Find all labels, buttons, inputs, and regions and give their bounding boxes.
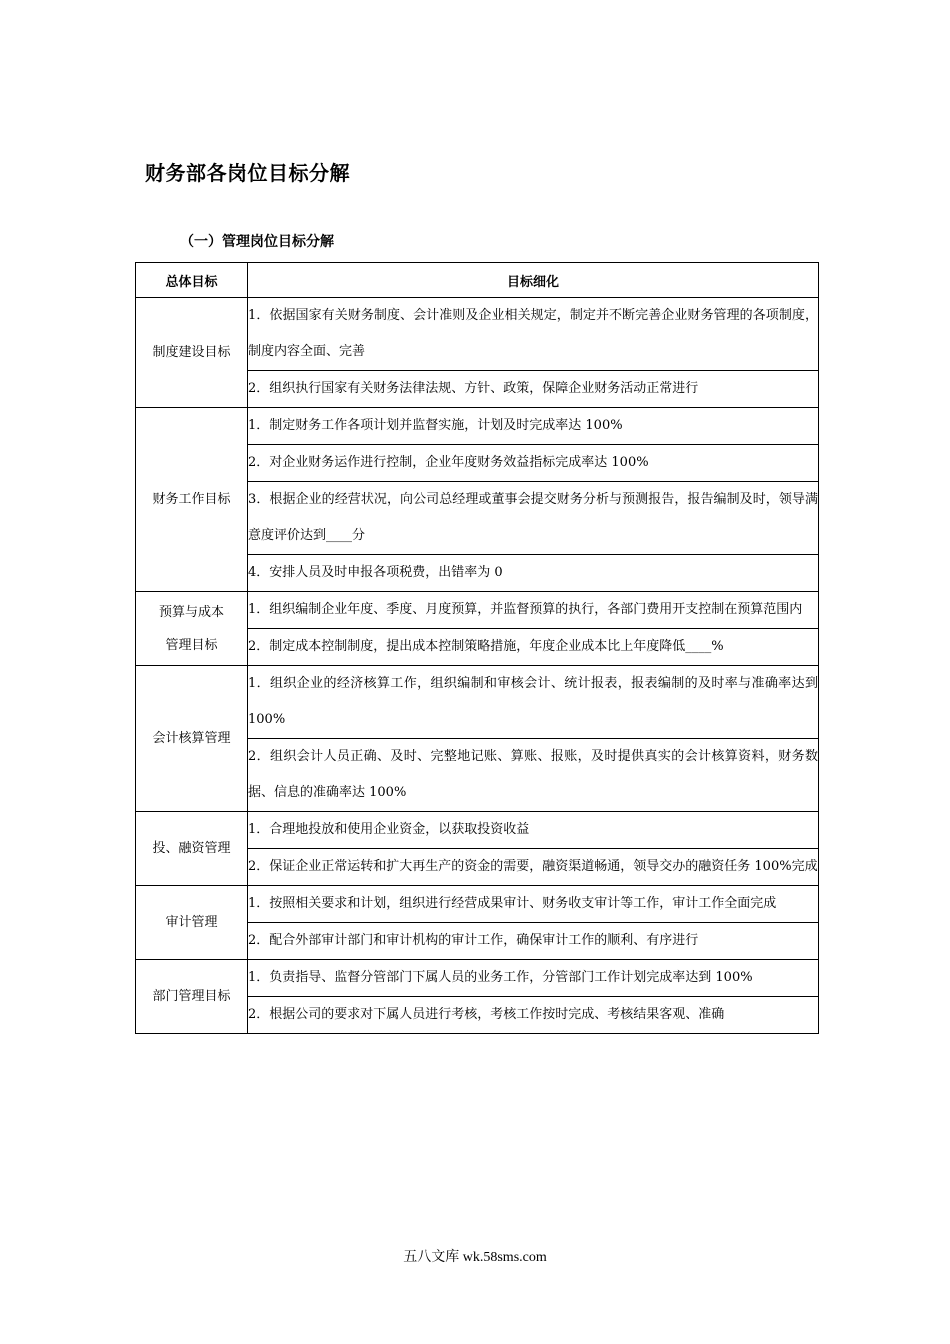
detail-cell: 2．保证企业正常运转和扩大再生产的资金的需要，融资渠道畅通，领导交办的融资任务 100%完成: [248, 849, 819, 886]
table-row: [136, 960, 819, 997]
detail-cell: 1．合理地投放和使用企业资金，以获取投资收益: [248, 812, 819, 849]
section-heading: （一）管理岗位目标分解: [180, 234, 334, 250]
detail-cell: 2．制定成本控制制度，提出成本控制策略措施，年度企业成本比上年度降低____%: [248, 629, 819, 666]
detail-cell: 2．配合外部审计部门和审计机构的审计工作，确保审计工作的顺利、有序进行: [248, 923, 819, 960]
category-cell: 审计管理: [136, 886, 248, 960]
detail-cell: 4．安排人员及时申报各项税费，出错率为 0: [248, 555, 819, 592]
category-cell: 财务工作目标: [136, 408, 248, 592]
category-cell: 部门管理目标: [136, 960, 248, 1034]
document-title: 财务部各岗位目标分解: [145, 161, 350, 185]
table-row: [136, 666, 819, 739]
header-goal-detail: 目标细化: [248, 263, 819, 298]
detail-cell: 1．制定财务工作各项计划并监督实施，计划及时完成率达 100%: [248, 408, 819, 445]
detail-cell: 3．根据企业的经营状况，向公司总经理或董事会提交财务分析与预测报告，报告编制及时，领导满意度评价达到____分: [248, 482, 819, 555]
table-row: [136, 592, 819, 629]
detail-cell: 2．根据公司的要求对下属人员进行考核，考核工作按时完成、考核结果客观、准确: [248, 997, 819, 1034]
category-line: 预算与成本: [158, 604, 224, 620]
table-header-row: [136, 263, 819, 298]
detail-cell: 2．组织执行国家有关财务法律法规、方针、政策，保障企业财务活动正常进行: [248, 371, 819, 408]
category-cell: 会计核算管理: [136, 666, 248, 812]
header-overall-goal: 总体目标: [136, 263, 248, 298]
table-row: [136, 886, 819, 923]
category-cell: [136, 592, 248, 666]
category-cell: 制度建设目标: [136, 298, 248, 408]
detail-cell: 1．组织编制企业年度、季度、月度预算，并监督预算的执行，各部门费用开支控制在预算范围内: [248, 592, 819, 629]
detail-cell: 1．依据国家有关财务制度、会计准则及企业相关规定，制定并不断完善企业财务管理的各项制度，制度内容全面、完善: [248, 298, 819, 371]
detail-cell: 2．对企业财务运作进行控制，企业年度财务效益指标完成率达 100%: [248, 445, 819, 482]
table-row: [136, 408, 819, 445]
goals-table: [135, 262, 819, 1034]
footer-watermark: 五八文库 wk.58sms.com: [403, 1250, 547, 1265]
category-cell: 投、融资管理: [136, 812, 248, 886]
table-row: [136, 812, 819, 849]
detail-cell: 1．负责指导、监督分管部门下属人员的业务工作，分管部门工作计划完成率达到 100%: [248, 960, 819, 997]
detail-cell: 1．按照相关要求和计划，组织进行经营成果审计、财务收支审计等工作，审计工作全面完成: [248, 886, 819, 923]
detail-cell: 1．组织企业的经济核算工作，组织编制和审核会计、统计报表，报表编制的及时率与准确率达到 100%: [248, 666, 819, 739]
table-row: [136, 298, 819, 371]
detail-cell: 2．组织会计人员正确、及时、完整地记账、算账、报账，及时提供真实的会计核算资料，财务数据、信息的准确率达 100%: [248, 739, 819, 812]
category-line: 管理目标: [165, 637, 218, 653]
